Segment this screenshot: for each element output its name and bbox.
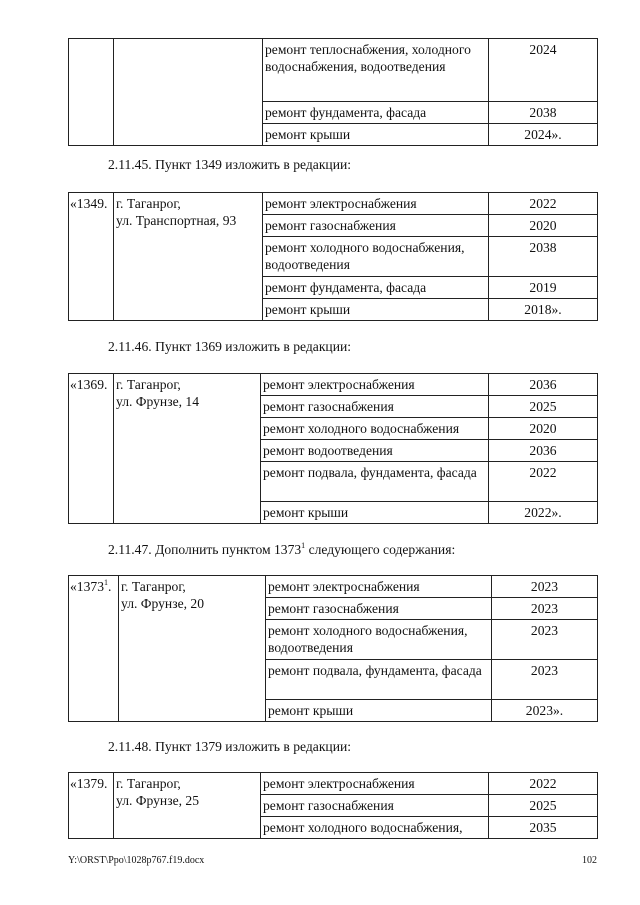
address-cell: [114, 374, 261, 524]
address-street: ул. Транспортная, 93: [116, 213, 237, 228]
work-cell: ремонт электроснабжения: [261, 773, 489, 795]
work-cell: ремонт электроснабжения: [266, 576, 492, 598]
year-cell: 2038: [489, 237, 598, 277]
year-cell: 2023: [492, 620, 598, 660]
work-cell: ремонт холодного водоснабжения,: [261, 817, 489, 839]
year-cell: 2036: [489, 440, 598, 462]
work-cell: ремонт электроснабжения: [261, 374, 489, 396]
address-city: г. Таганрог,: [116, 776, 181, 791]
work-cell: ремонт газоснабжения: [263, 215, 489, 237]
footer-page-number: 102: [582, 855, 597, 866]
year-cell: 2024».: [489, 124, 598, 146]
address-city: г. Таганрог,: [121, 579, 186, 594]
paragraph-2-11-48: 2.11.48. Пункт 1379 изложить в редакции:: [108, 739, 352, 754]
address-street: ул. Фрунзе, 14: [116, 394, 200, 409]
table-row: [69, 374, 598, 396]
year-cell: 2025: [489, 795, 598, 817]
paragraph-2-11-45: 2.11.45. Пункт 1349 изложить в редакции:: [108, 157, 352, 172]
work-cell: ремонт фундамента, фасада: [263, 102, 489, 124]
work-cell: ремонт фундамента, фасада: [263, 277, 489, 299]
year-cell: 2023: [492, 660, 598, 700]
footer-file-path: Y:\ORST\Ppo\1028p767.f19.docx: [68, 855, 205, 866]
year-cell: 2025: [489, 396, 598, 418]
paragraph-2-11-46: 2.11.46. Пункт 1369 изложить в редакции:: [108, 339, 352, 354]
year-cell: 2020: [489, 418, 598, 440]
table-row: [69, 193, 598, 215]
year-cell: 2038: [489, 102, 598, 124]
work-cell: ремонт холодного водоснабжения, водоотведения: [263, 237, 489, 277]
item-number-cell: «1369.: [69, 374, 114, 524]
year-cell: 2023: [492, 598, 598, 620]
year-cell: 2022: [489, 773, 598, 795]
work-cell: ремонт газоснабжения: [266, 598, 492, 620]
address-cell: [114, 773, 261, 839]
paragraph-superscript: 1: [301, 541, 306, 550]
work-cell: ремонт холодного водоснабжения: [261, 418, 489, 440]
table-row: [69, 39, 598, 102]
work-cell: ремонт крыши: [263, 299, 489, 321]
year-cell: 2036: [489, 374, 598, 396]
work-cell: ремонт крыши: [261, 502, 489, 524]
year-cell: 2022: [489, 193, 598, 215]
table-item-1369: [68, 373, 598, 524]
work-cell: ремонт холодного водоснабжения, водоотведения: [266, 620, 492, 660]
address-cell: [119, 576, 266, 722]
item-number-cell: [69, 576, 119, 722]
table-item-1379: [68, 772, 598, 839]
table-row: [69, 576, 598, 598]
year-cell: 2022: [489, 462, 598, 502]
item-number-cell: «1349.: [69, 193, 114, 321]
work-cell: ремонт газоснабжения: [261, 795, 489, 817]
item-number-superscript: 1: [103, 578, 108, 587]
year-cell: 2035: [489, 817, 598, 839]
address-street: ул. Фрунзе, 20: [121, 596, 205, 611]
address-cell: [114, 39, 263, 146]
work-cell: ремонт подвала, фундамента, фасада: [261, 462, 489, 502]
year-cell: 2023: [492, 576, 598, 598]
year-cell: 2024: [489, 39, 598, 102]
address-cell: [114, 193, 263, 321]
table-continuation: [68, 38, 598, 146]
paragraph-2-11-47: [108, 541, 455, 558]
year-cell: 2023».: [492, 700, 598, 722]
address-city: г. Таганрог,: [116, 377, 181, 392]
work-cell: ремонт газоснабжения: [261, 396, 489, 418]
work-cell: ремонт крыши: [266, 700, 492, 722]
work-cell: ремонт водоотведения: [261, 440, 489, 462]
address-street: ул. Фрунзе, 25: [116, 793, 200, 808]
item-number-cell: «1379.: [69, 773, 114, 839]
year-cell: 2018».: [489, 299, 598, 321]
work-cell: ремонт крыши: [263, 124, 489, 146]
table-row: [69, 773, 598, 795]
table-item-1349: [68, 192, 598, 321]
year-cell: 2020: [489, 215, 598, 237]
work-cell: ремонт электроснабжения: [263, 193, 489, 215]
work-cell: ремонт подвала, фундамента, фасада: [266, 660, 492, 700]
item-number: «1373: [70, 579, 104, 594]
paragraph-text-before: 2.11.47. Дополнить пунктом 1373: [108, 542, 302, 557]
item-number-cell: [69, 39, 114, 146]
work-cell: ремонт теплоснабжения, холодного водоснабжения, водоотведения: [263, 39, 489, 102]
year-cell: 2019: [489, 277, 598, 299]
table-item-1373-1: [68, 575, 598, 722]
paragraph-text-after: следующего содержания:: [305, 542, 456, 557]
item-number-suffix: .: [107, 579, 112, 594]
address-city: г. Таганрог,: [116, 196, 181, 211]
year-cell: 2022».: [489, 502, 598, 524]
